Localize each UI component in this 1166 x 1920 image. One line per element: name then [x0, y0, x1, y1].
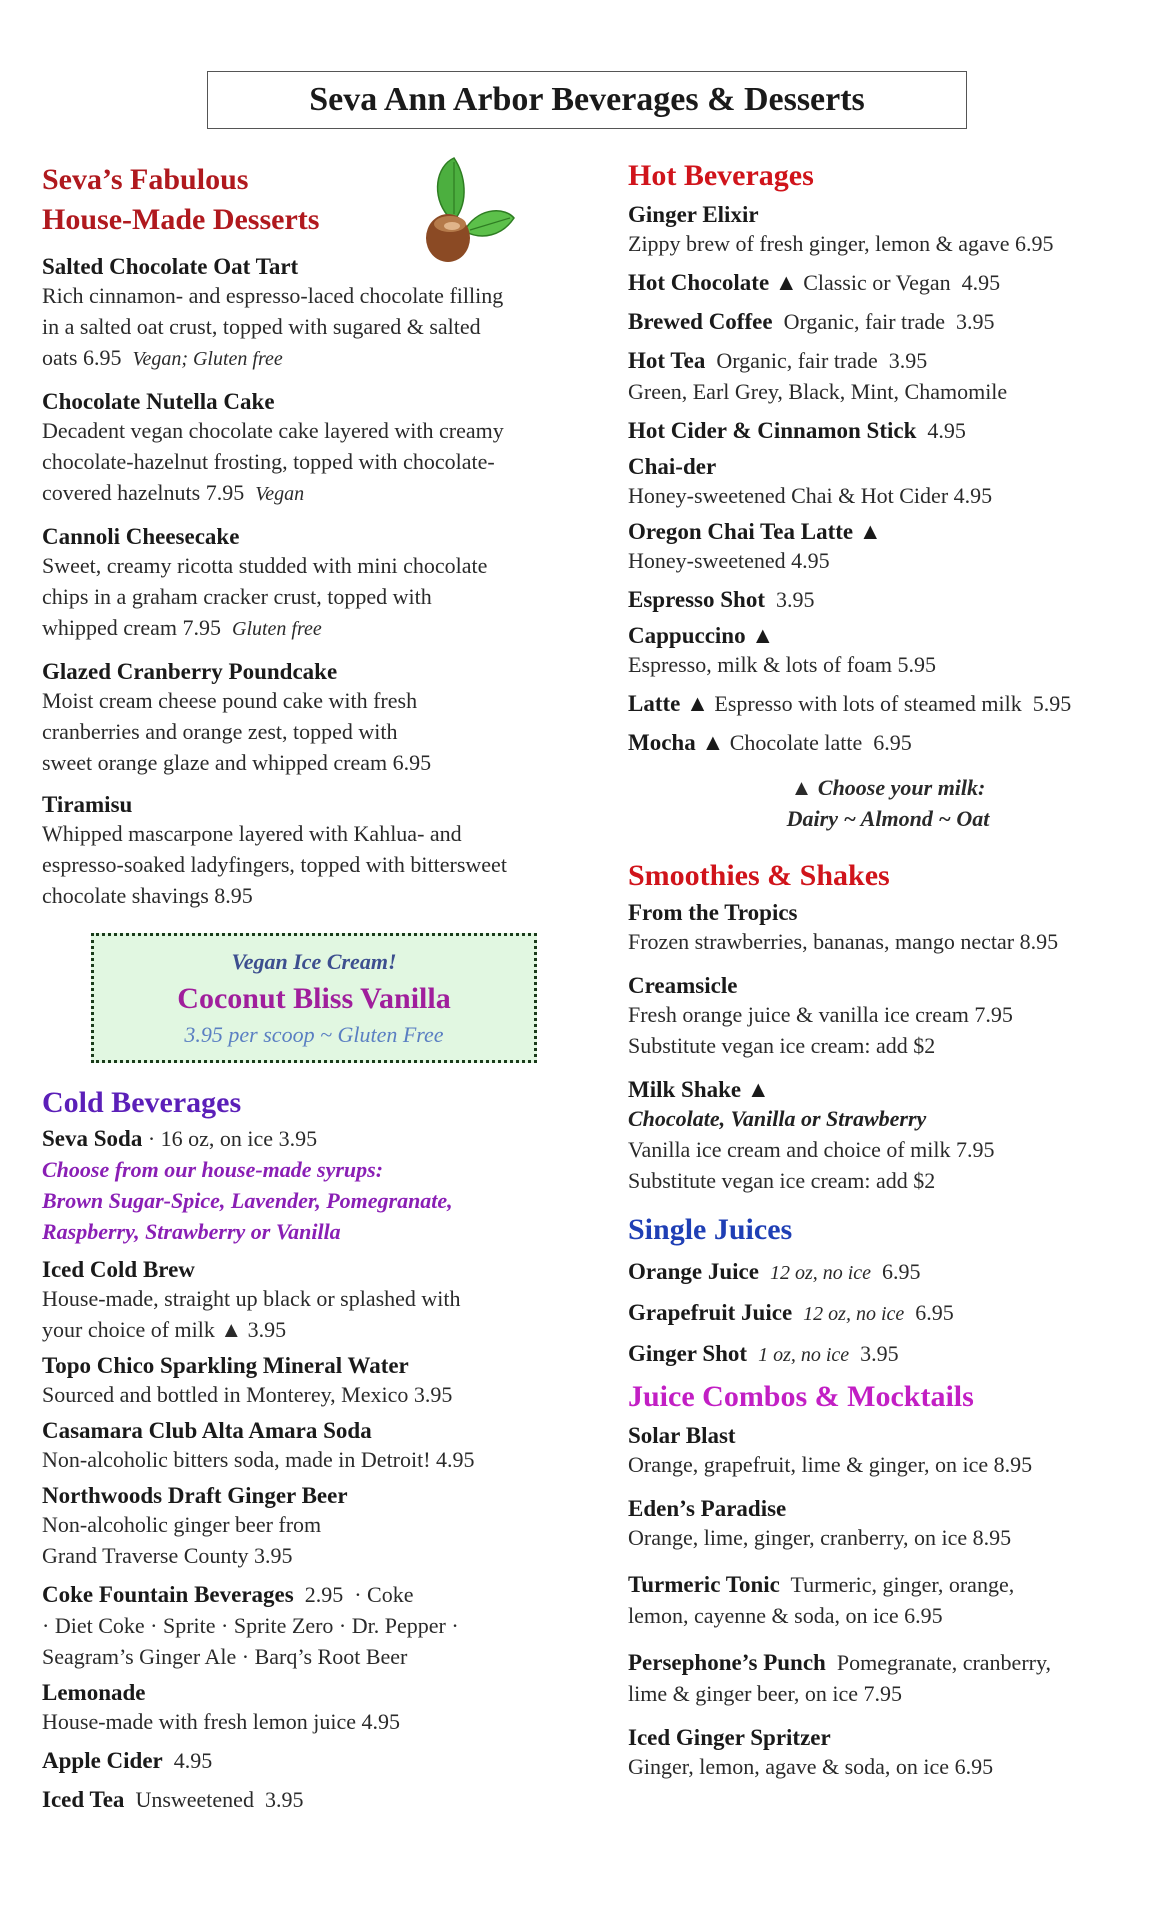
juice-name: Grapefruit Juice	[628, 1300, 793, 1325]
hot-item-name: Hot Cider & Cinnamon Stick	[628, 418, 917, 443]
cold-item-name: Topo Chico Sparkling Mineral Water	[42, 1353, 409, 1378]
cold-item-desc: House-made, straight up black or splashed with	[42, 1286, 461, 1311]
smoothies-section	[628, 856, 1148, 1196]
right-column	[628, 156, 1148, 1782]
juice-price: 6.95	[882, 1259, 921, 1284]
cold-item-name: Iced Tea	[42, 1787, 125, 1812]
dessert-item	[42, 659, 562, 778]
dessert-tag: Vegan	[255, 483, 305, 505]
dessert-desc: Moist cream cheese pound cake with fresh	[42, 688, 418, 713]
milk-choice-line: ▲ Choose your milk:	[790, 775, 986, 800]
hot-item-name: Ginger Elixir	[628, 202, 759, 227]
combo-inline: Turmeric, ginger, orange,	[779, 1572, 1015, 1597]
smoothie-name: From the Tropics	[628, 900, 798, 925]
combo-item	[628, 1496, 1148, 1553]
single-juices-section	[628, 1210, 1148, 1371]
cold-item-desc: · Diet Coke · Sprite · Sprite Zero · Dr. Pepper ·	[42, 1613, 459, 1638]
juice-item	[628, 1297, 1148, 1330]
hot-item-desc: Espresso, milk & lots of foam 5.95	[628, 652, 936, 677]
cold-item-inline: 2.95 · Coke	[293, 1582, 414, 1607]
hot-item-inline: Organic, fair trade 3.95	[705, 348, 928, 373]
hot-item-desc: Green, Earl Grey, Black, Mint, Chamomile	[628, 379, 1008, 404]
hot-item-inline: Chocolate latte 6.95	[724, 730, 912, 755]
dessert-desc: espresso-soaked ladyfingers, topped with bittersweet	[42, 852, 507, 877]
dessert-price: oats 6.95	[42, 345, 122, 370]
hot-item-desc: Honey-sweetened Chai & Hot Cider 4.95	[628, 483, 993, 508]
cold-item-desc: Non-alcoholic bitters soda, made in Detroit! 4.95	[42, 1447, 475, 1472]
dessert-desc: Sweet, creamy ricotta studded with mini chocolate	[42, 553, 488, 578]
ice-cream-detail: 3.95 per scoop ~ Gluten Free	[184, 1022, 444, 1047]
page-title: Seva Ann Arbor Beverages & Desserts	[207, 71, 967, 129]
juice-size: 12 oz, no ice	[769, 1262, 872, 1284]
hot-item-inline: 4.95	[916, 418, 966, 443]
seva-soda-name: Seva Soda	[42, 1126, 143, 1151]
juice-size: 1 oz, no ice	[758, 1344, 850, 1366]
smoothie-item	[628, 973, 1148, 1061]
hot-item	[628, 623, 1148, 680]
dessert-price: sweet orange glaze and whipped cream 6.95	[42, 750, 432, 775]
hot-item-name: Hot Chocolate ▲	[628, 270, 798, 295]
dessert-price: chocolate shavings 8.95	[42, 883, 253, 908]
juice-name: Orange Juice	[628, 1259, 759, 1284]
single-juices-heading: Single Juices	[628, 1213, 793, 1246]
syrup-note: Raspberry, Strawberry or Vanilla	[42, 1219, 341, 1244]
cold-item-inline: 4.95	[162, 1748, 213, 1773]
dessert-item	[42, 524, 562, 645]
cold-item-name: Iced Cold Brew	[42, 1257, 195, 1282]
combo-desc: Orange, grapefruit, lime & ginger, on ice 8.95	[628, 1452, 1033, 1477]
cold-item	[42, 1680, 562, 1737]
desserts-heading-line2: House-Made Desserts	[42, 203, 320, 236]
smoothie-desc: Fresh orange juice & vanilla ice cream 7.95	[628, 1002, 1013, 1027]
cold-item-desc: your choice of milk ▲ 3.95	[42, 1317, 287, 1342]
dessert-desc: in a salted oat crust, topped with sugared & salted	[42, 314, 481, 339]
hot-item-desc: Honey-sweetened 4.95	[628, 548, 830, 573]
hot-item-name: Brewed Coffee	[628, 309, 773, 334]
dessert-desc: Rich cinnamon- and espresso-laced chocolate filling	[42, 283, 504, 308]
hot-item-inline: Espresso with lots of steamed milk 5.95	[708, 691, 1072, 716]
ice-cream-box	[91, 933, 537, 1063]
dessert-desc: cranberries and orange zest, topped with	[42, 719, 398, 744]
dessert-item	[42, 792, 562, 911]
dessert-name: Cannoli Cheesecake	[42, 524, 240, 549]
combo-desc: Ginger, lemon, agave & soda, on ice 6.95	[628, 1754, 994, 1779]
hot-item-name: Oregon Chai Tea Latte ▲	[628, 519, 882, 544]
hot-item	[628, 688, 1148, 719]
hot-item-name: Cappuccino ▲	[628, 623, 775, 648]
combo-item	[628, 1725, 1148, 1782]
cold-item-inline: Unsweetened 3.95	[124, 1787, 304, 1812]
dessert-item	[42, 254, 562, 375]
hot-item	[628, 267, 1148, 298]
cold-item	[42, 1784, 562, 1815]
cold-item-desc: Grand Traverse County 3.95	[42, 1543, 293, 1568]
smoothie-item	[628, 900, 1148, 957]
combo-name: Turmeric Tonic	[628, 1572, 780, 1597]
juice-combos-section	[628, 1377, 1148, 1782]
cold-beverages-heading: Cold Beverages	[42, 1086, 242, 1119]
milk-choice-options: Dairy ~ Almond ~ Oat	[786, 806, 990, 831]
smoothies-heading: Smoothies & Shakes	[628, 859, 890, 892]
hot-item-inline: Organic, fair trade 3.95	[772, 309, 995, 334]
hot-beverages-section	[628, 156, 1148, 834]
hot-item-inline: 3.95	[764, 587, 815, 612]
juice-size: 12 oz, no ice	[803, 1303, 905, 1325]
syrup-note: Brown Sugar-Spice, Lavender, Pomegranate,	[42, 1188, 453, 1213]
smoothie-item	[628, 1077, 1148, 1196]
cold-item-desc: Seagram’s Ginger Ale · Barq’s Root Beer	[42, 1644, 408, 1669]
hot-item	[628, 727, 1148, 758]
smoothie-desc: Frozen strawberries, bananas, mango nectar 8.95	[628, 929, 1059, 954]
dessert-name: Glazed Cranberry Poundcake	[42, 659, 338, 684]
combo-inline: Pomegranate, cranberry,	[825, 1650, 1052, 1675]
juice-combos-heading: Juice Combos & Mocktails	[628, 1380, 974, 1413]
dessert-name: Tiramisu	[42, 792, 133, 817]
juice-item	[628, 1256, 1148, 1289]
smoothie-name: Milk Shake ▲	[628, 1077, 770, 1102]
seva-soda-desc: · 16 oz, on ice 3.95	[142, 1126, 318, 1151]
dessert-price: covered hazelnuts 7.95	[42, 480, 245, 505]
cold-item	[42, 1418, 562, 1475]
cold-item-name: Coke Fountain Beverages	[42, 1582, 294, 1607]
hot-item	[628, 202, 1148, 259]
hot-item	[628, 584, 1148, 615]
combo-item	[628, 1569, 1148, 1631]
combo-name: Iced Ginger Spritzer	[628, 1725, 831, 1750]
left-column	[42, 160, 562, 1815]
cold-beverages-section	[42, 1083, 562, 1815]
dessert-price: whipped cream 7.95	[42, 615, 221, 640]
cold-item-name: Northwoods Draft Ginger Beer	[42, 1483, 348, 1508]
dessert-desc: chips in a graham cracker crust, topped with	[42, 584, 432, 609]
cold-item-name: Apple Cider	[42, 1748, 163, 1773]
cold-item	[42, 1483, 562, 1571]
cold-item-desc: House-made with fresh lemon juice 4.95	[42, 1709, 401, 1734]
cold-item-name: Casamara Club Alta Amara Soda	[42, 1418, 372, 1443]
dessert-item	[42, 389, 562, 510]
hot-item	[628, 345, 1148, 407]
combo-name: Persephone’s Punch	[628, 1650, 826, 1675]
combo-desc: Orange, lime, ginger, cranberry, on ice 8.95	[628, 1525, 1012, 1550]
cold-item	[42, 1353, 562, 1410]
dessert-desc: Decadent vegan chocolate cake layered with creamy	[42, 418, 504, 443]
dessert-name: Chocolate Nutella Cake	[42, 389, 275, 414]
combo-desc: lime & ginger beer, on ice 7.95	[628, 1681, 903, 1706]
juice-price: 3.95	[860, 1341, 899, 1366]
hot-item-name: Mocha ▲	[628, 730, 725, 755]
hot-beverages-heading: Hot Beverages	[628, 159, 814, 192]
hot-item-name: Espresso Shot	[628, 587, 765, 612]
cold-item-desc: Sourced and bottled in Monterey, Mexico 3.95	[42, 1382, 453, 1407]
desserts-heading-line1: Seva’s Fabulous	[42, 163, 249, 196]
ice-cream-name: Coconut Bliss Vanilla	[177, 982, 451, 1015]
cold-item-name: Lemonade	[42, 1680, 146, 1705]
hot-item-name: Hot Tea	[628, 348, 706, 373]
smoothie-desc: Vanilla ice cream and choice of milk 7.95	[628, 1137, 995, 1162]
smoothie-name: Creamsicle	[628, 973, 738, 998]
hot-item-desc: Zippy brew of fresh ginger, lemon & agave 6.95	[628, 231, 1054, 256]
cold-item	[42, 1745, 562, 1776]
combo-name: Eden’s Paradise	[628, 1496, 787, 1521]
smoothie-desc: Substitute vegan ice cream: add $2	[628, 1168, 936, 1193]
juice-name: Ginger Shot	[628, 1341, 748, 1366]
hot-item	[628, 519, 1148, 576]
hot-item-name: Chai-der	[628, 454, 717, 479]
ice-cream-label: Vegan Ice Cream!	[231, 949, 397, 974]
smoothie-flavors: Chocolate, Vanilla or Strawberry	[628, 1106, 927, 1131]
cold-item-desc: Non-alcoholic ginger beer from	[42, 1512, 322, 1537]
combo-name: Solar Blast	[628, 1423, 736, 1448]
cold-item	[42, 1257, 562, 1345]
dessert-tag: Gluten free	[232, 618, 322, 640]
combo-item	[628, 1423, 1148, 1480]
hot-item-inline: Classic or Vegan 4.95	[797, 270, 1001, 295]
combo-desc: lemon, cayenne & soda, on ice 6.95	[628, 1603, 943, 1628]
milk-choice-note	[628, 772, 1148, 834]
hot-item-name: Latte ▲	[628, 691, 709, 716]
hot-item	[628, 415, 1148, 446]
hot-item	[628, 306, 1148, 337]
combo-item	[628, 1647, 1148, 1709]
dessert-desc: Whipped mascarpone layered with Kahlua- and	[42, 821, 462, 846]
dessert-desc: chocolate-hazelnut frosting, topped with chocolate-	[42, 449, 495, 474]
desserts-section	[42, 160, 562, 911]
cold-item	[42, 1579, 562, 1672]
hot-item	[628, 454, 1148, 511]
juice-item	[628, 1338, 1148, 1371]
dessert-tag: Vegan; Gluten free	[132, 348, 283, 370]
juice-price: 6.95	[915, 1300, 954, 1325]
syrup-note: Choose from our house-made syrups:	[42, 1157, 384, 1182]
dessert-name: Salted Chocolate Oat Tart	[42, 254, 299, 279]
smoothie-desc: Substitute vegan ice cream: add $2	[628, 1033, 936, 1058]
